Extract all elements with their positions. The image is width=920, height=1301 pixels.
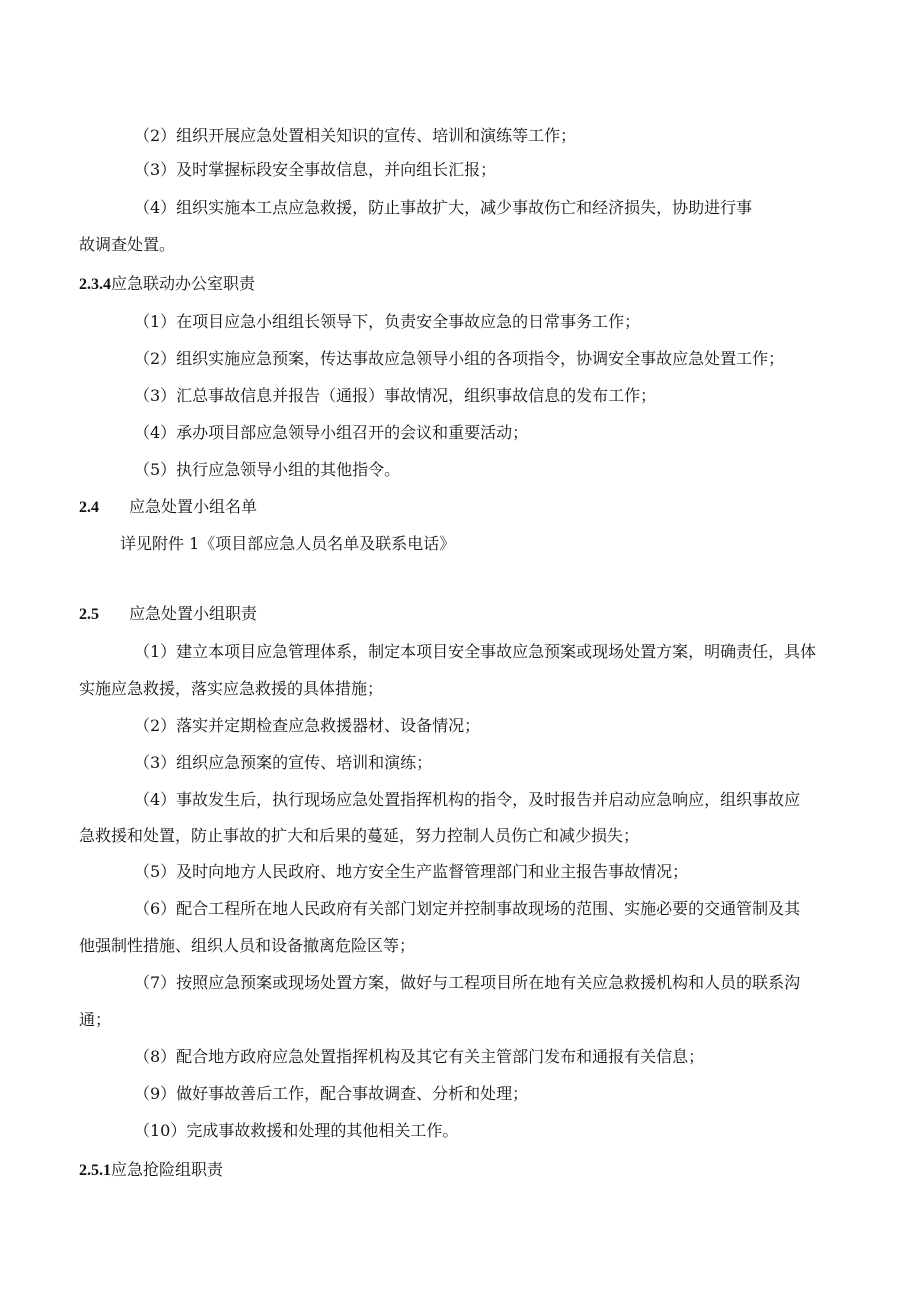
paragraph-item: （7）按照应急预案或现场处置方案，做好与工程项目所在地有关应急救援机构和人员的联系沟 <box>134 973 801 992</box>
paragraph-item: （9）做好事故善后工作，配合事故调查、分析和处理； <box>134 1084 529 1103</box>
section-number: 2.3.4 <box>79 276 111 293</box>
paragraph-item: （2）组织开展应急处置相关知识的宣传、培训和演练等工作； <box>134 126 577 145</box>
paragraph-item: （2）组织实施应急预案，传达事故应急领导小组的各项指令，协调安全事故应急处置工作； <box>134 349 785 368</box>
paragraph-item: （1）建立本项目应急管理体系，制定本项目安全事故应急预案或现场处置方案，明确责任，具体 <box>134 642 817 661</box>
section-title: 应急处置小组名单 <box>129 497 258 516</box>
paragraph-item: （2）落实并定期检查应急救援器材、设备情况； <box>134 716 481 735</box>
section-heading-2-3-4 <box>79 274 255 295</box>
paragraph-item: （6）配合工程所在地人民政府有关部门划定并控制事故现场的范围、实施必要的交通管制及其 <box>134 899 801 918</box>
section-number: 2.4 <box>79 499 99 516</box>
attachment-reference: 详见附件 1《项目部应急人员名单及联系电话》 <box>120 534 456 553</box>
section-heading-2-5 <box>79 604 257 625</box>
section-heading-2-4 <box>79 497 257 518</box>
paragraph-item: （3）汇总事故信息并报告（通报）事故情况，组织事故信息的发布工作； <box>134 386 657 405</box>
paragraph-item: （3）组织应急预案的宣传、培训和演练； <box>134 753 433 772</box>
section-number: 2.5 <box>79 606 99 623</box>
section-number: 2.5.1 <box>79 1162 111 1179</box>
paragraph-item: （10）完成事故救援和处理的其他相关工作。 <box>134 1121 459 1140</box>
paragraph-item: （8）配合地方政府应急处置指挥机构及其它有关主管部门发布和通报有关信息； <box>134 1047 705 1066</box>
section-heading-2-5-1 <box>79 1160 223 1181</box>
paragraph-continuation: 实施应急救援，落实应急救援的具体措施； <box>79 679 384 698</box>
paragraph-item: （5）执行应急领导小组的其他指令。 <box>134 460 401 479</box>
paragraph-item: （5）及时向地方人民政府、地方安全生产监督管理部门和业主报告事故情况； <box>134 862 689 881</box>
section-title: 应急抢险组职责 <box>111 1160 224 1179</box>
paragraph-continuation: 故调查处置。 <box>79 235 176 254</box>
paragraph-item: （4）事故发生后，执行现场应急处置指挥机构的指令，及时报告并启动应急响应，组织事故应 <box>134 790 801 809</box>
paragraph-item: （4）组织实施本工点应急救援，防止事故扩大，减少事故伤亡和经济损失，协助进行事 <box>134 198 753 217</box>
paragraph-item: （4）承办项目部应急领导小组召开的会议和重要活动； <box>134 423 529 442</box>
paragraph-continuation: 急救援和处置，防止事故的扩大和后果的蔓延，努力控制人员伤亡和减少损失； <box>79 826 640 845</box>
paragraph-continuation: 他强制性措施、组织人员和设备撤离危险区等； <box>79 936 416 955</box>
paragraph-item: （3）及时掌握标段安全事故信息，并向组长汇报； <box>134 160 497 179</box>
paragraph-continuation: 通； <box>79 1010 112 1029</box>
section-title: 应急联动办公室职责 <box>111 274 256 293</box>
paragraph-item: （1）在项目应急小组组长领导下，负责安全事故应急的日常事务工作； <box>134 312 641 331</box>
section-title: 应急处置小组职责 <box>129 604 258 623</box>
